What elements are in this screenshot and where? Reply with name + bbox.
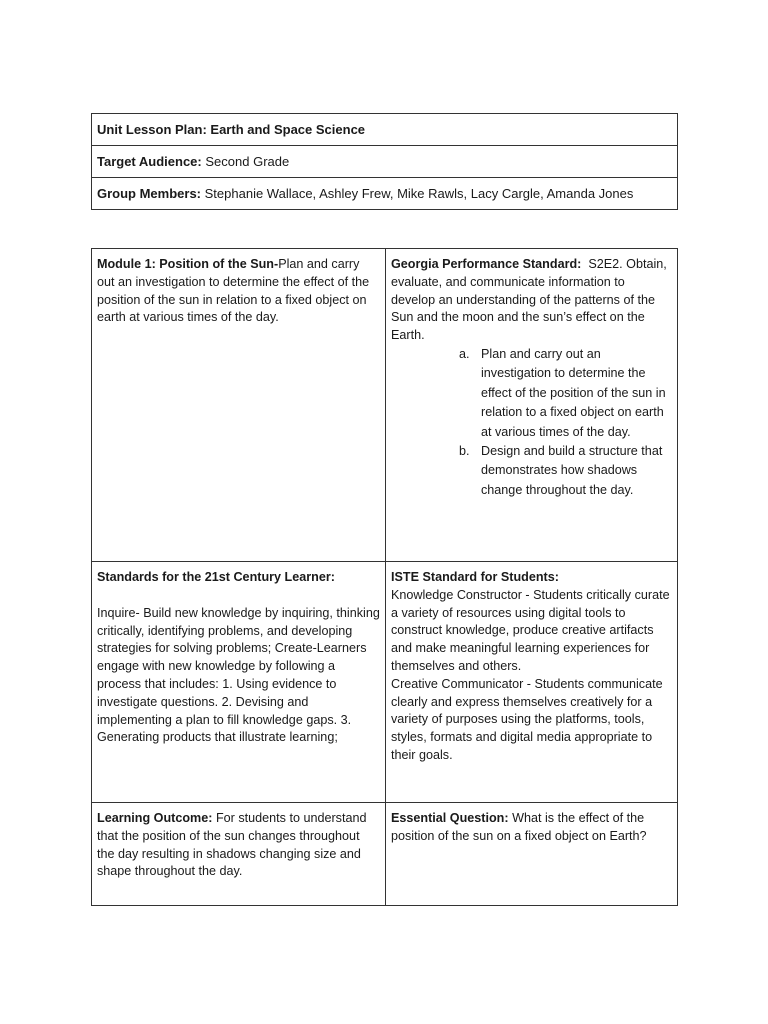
unit-title: Unit Lesson Plan: Earth and Space Science (97, 122, 366, 137)
audience-row (92, 146, 678, 178)
spacer (97, 587, 380, 605)
members-cell (92, 178, 678, 210)
gps-cell (386, 249, 678, 562)
iste-label: ISTE Standard for Students: (391, 570, 559, 584)
standards21-cell (92, 562, 386, 803)
gps-item-text: Plan and carry out an investigation to determine the effect of the position of the sun in relation to a fixed object on earth at various times of the day. (481, 346, 666, 439)
outcome-row (92, 803, 678, 906)
module-row (92, 249, 678, 562)
audience-cell (92, 146, 678, 178)
gps-text: Obtain, evaluate, and communicate information to develop an understanding of the patterns of the Sun and the moon and the sun’s effect on the Earth. (391, 257, 667, 343)
module-cell (92, 249, 386, 562)
outcome-text: For students to understand that the position of the sun changes throughout the day resulting in shadows changing size and shape throughout the day. (97, 811, 367, 879)
standards21-text: Inquire- Build new knowledge by inquiring, thinking critically, identifying problems, and developing strategies for solving problems; Create-Learners engage with new knowledge by following a process that includes: 1. Using evidence to investigate questions. 2. Devising and implementing a plan to fill knowledge gaps. 3. Generating products that illustrate learning; (97, 605, 380, 745)
standards-row (92, 562, 678, 803)
iste-text-communicator: Creative Communicator - Students communicate clearly and express themselves creatively for a variety of purposes using the platforms, tools, styles, formats and digital media appropriate to their goals. (391, 676, 663, 762)
gps-item-b (451, 442, 672, 500)
question-label: Essential Question: (391, 811, 509, 825)
outcome-label: Learning Outcome: (97, 811, 213, 825)
gps-item-marker: b. (459, 444, 470, 459)
gps-item-marker: a. (459, 346, 470, 361)
audience-value: Second Grade (205, 154, 290, 169)
gps-item-text: Design and build a structure that demonstrates how shadows change throughout the day. (481, 444, 663, 497)
gps-list (391, 345, 672, 500)
module-label: Module 1: Position of the Sun- (97, 257, 279, 271)
module-text: Plan and carry out an investigation to determine the effect of the position of the sun in relation to a fixed object on earth at various times of the day. (97, 257, 370, 325)
gps-label: Georgia Performance Standard: (391, 257, 582, 271)
members-value: Stephanie Wallace, Ashley Frew, Mike Rawls, Lacy Cargle, Amanda Jones (204, 186, 634, 201)
question-text: What is the effect of the position of the sun on a fixed object on Earth? (391, 811, 647, 843)
members-row (92, 178, 678, 210)
gps-code: S2E2. (588, 257, 623, 271)
title-row (92, 114, 678, 146)
question-cell (386, 803, 678, 906)
standards21-label: Standards for the 21st Century Learner: (97, 570, 335, 584)
audience-label: Target Audience: (97, 154, 202, 169)
iste-cell (386, 562, 678, 803)
module-table (91, 248, 678, 906)
header-table (91, 113, 678, 210)
outcome-cell (92, 803, 386, 906)
title-cell (92, 114, 678, 146)
iste-text-knowledge: Knowledge Constructor - Students critically curate a variety of resources using digital tools to construct knowledge, produce creative artifacts and make meaningful learning experiences for themselves and others. (391, 587, 670, 673)
gps-item-a (451, 345, 672, 442)
members-label: Group Members: (97, 186, 202, 201)
